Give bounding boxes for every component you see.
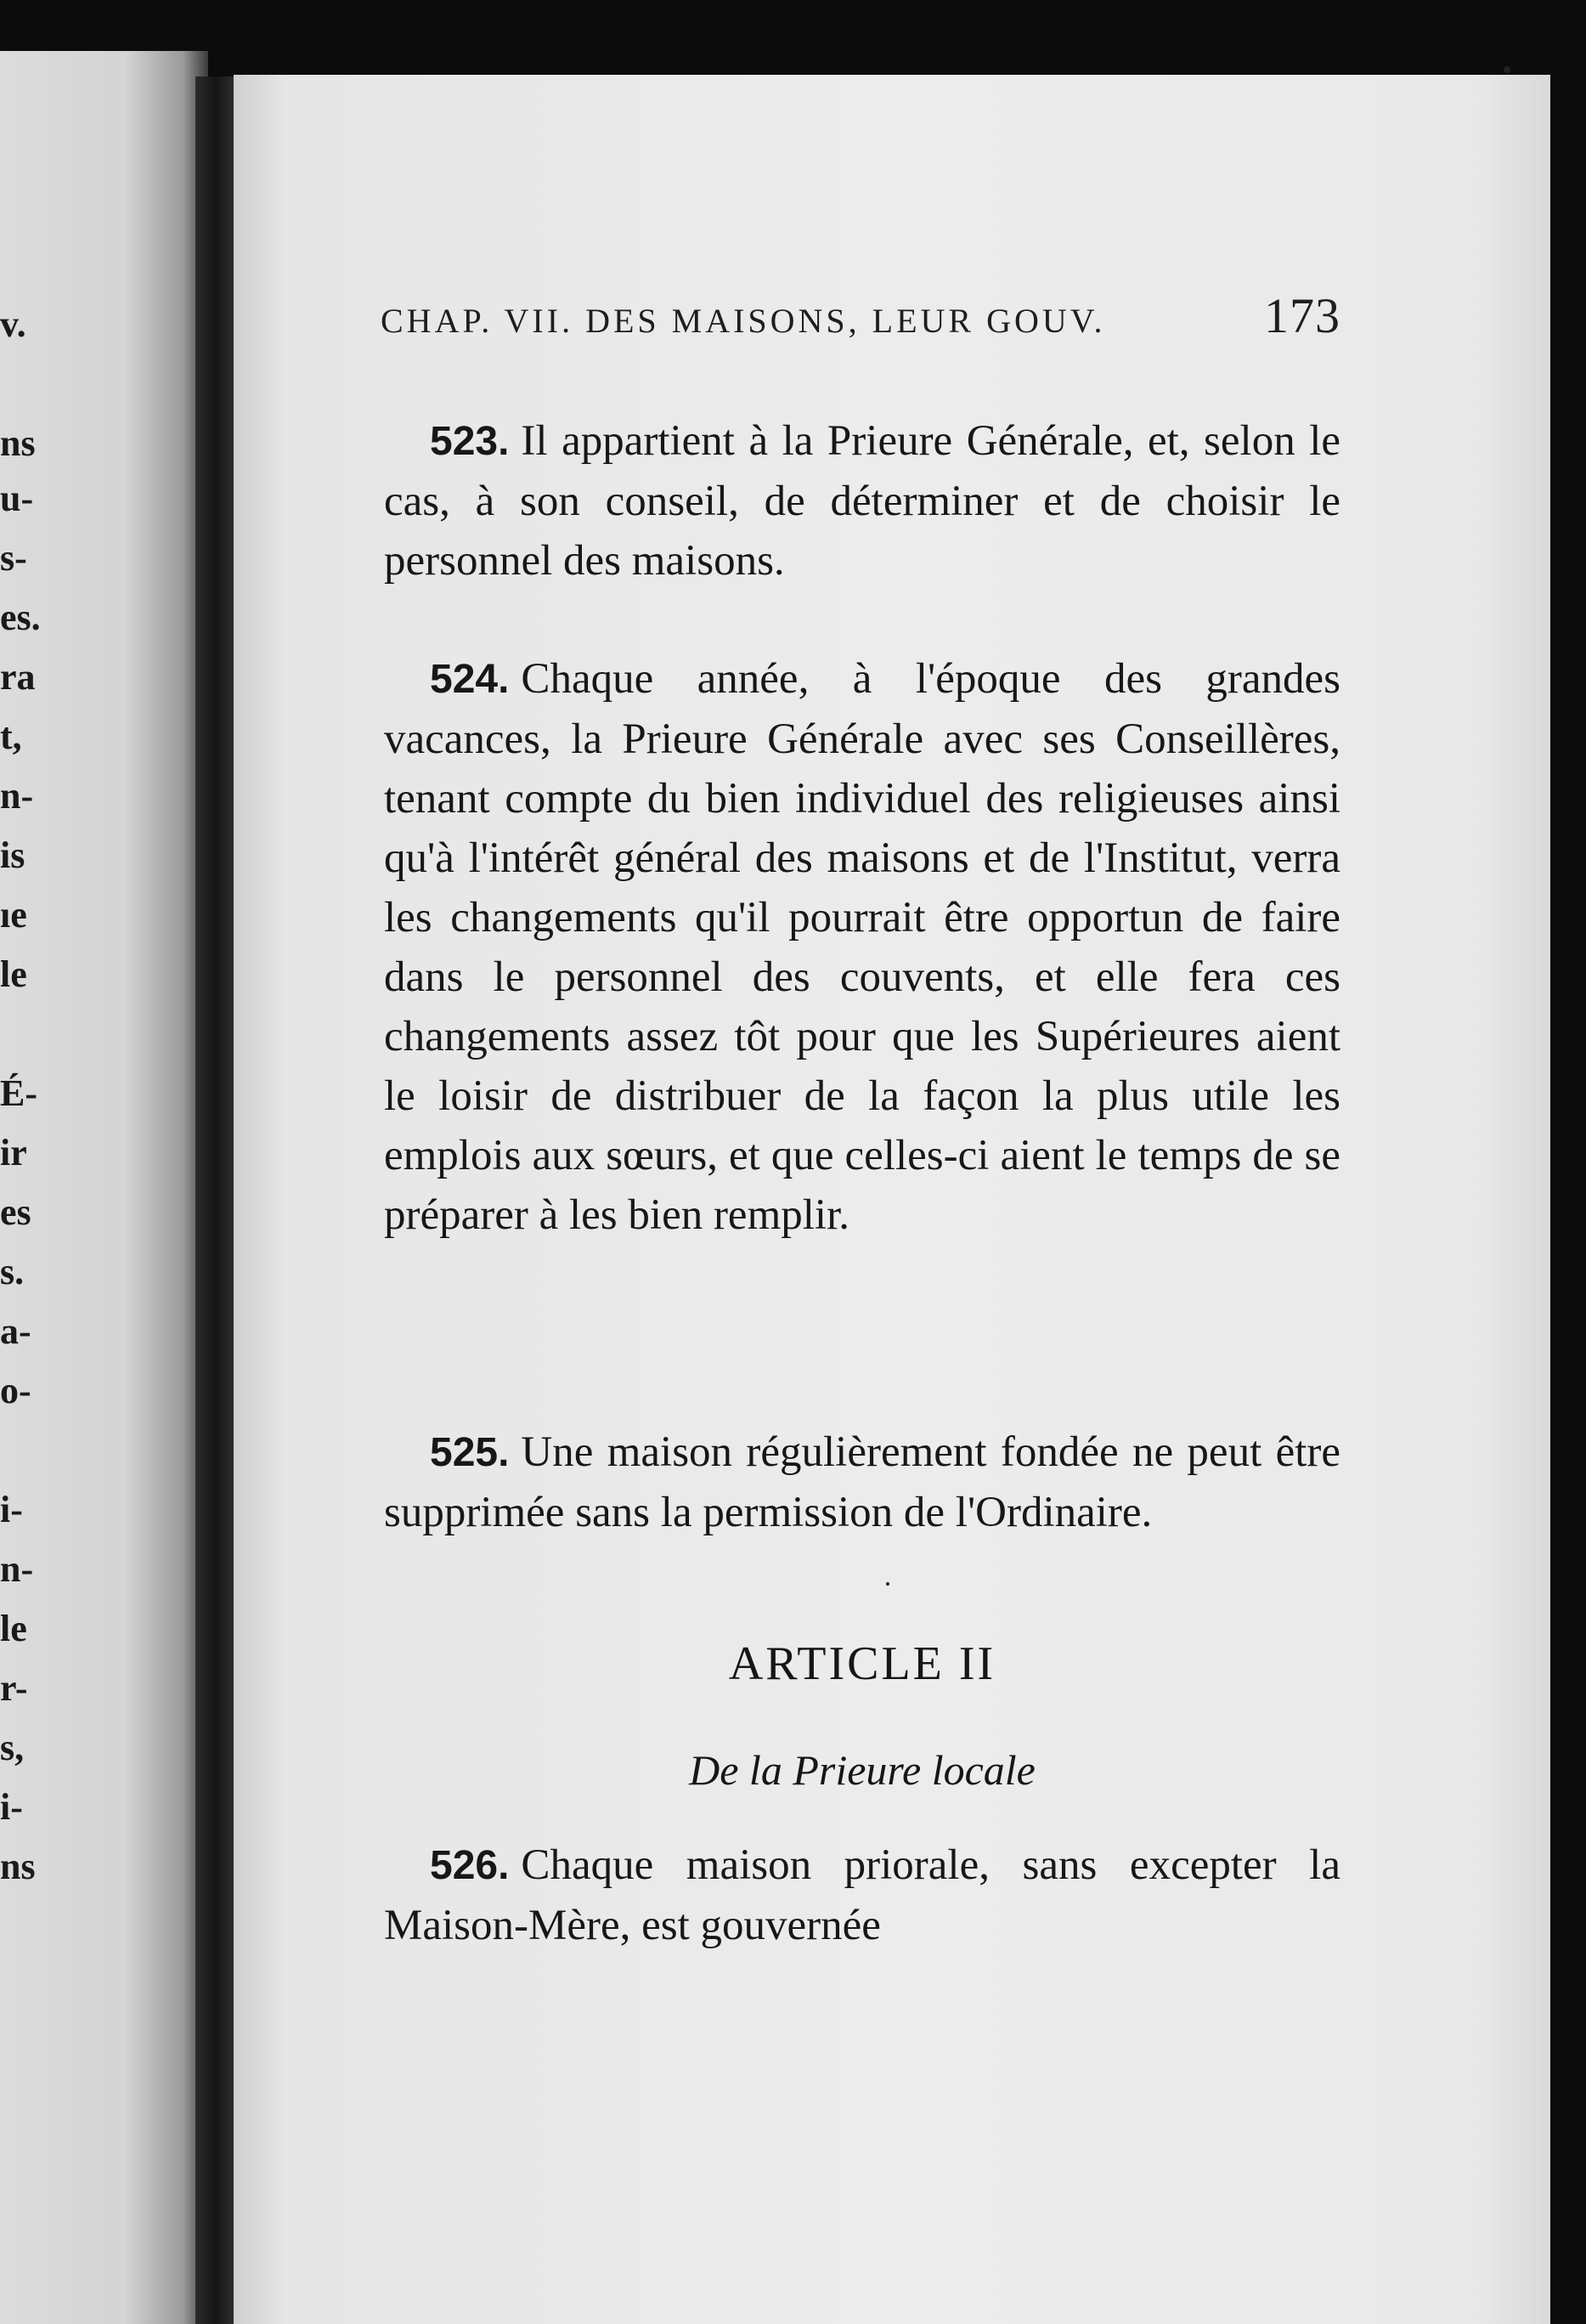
left-page-fragment: i- [0,1786,23,1828]
paragraph-text: Chaque maison priorale, sans excepter la Maison-Mère, est gouvernée [384,1841,1340,1949]
left-page-fragment: i- [0,1489,23,1530]
left-page-fragment: ıe [0,894,27,936]
left-page-fragment: n- [0,1548,34,1590]
left-page-fragment: É- [0,1072,37,1114]
paragraph-number: 525. [430,1430,510,1475]
article-heading: ARTICLE II [728,1637,996,1690]
left-page-fragment: es. [0,597,41,638]
paragraph-number: 526. [430,1843,510,1888]
left-page-fragment: ns [0,1846,36,1887]
scan-speck [886,1582,889,1586]
left-page-fragment: le [0,953,27,995]
left-page-fragment: o- [0,1370,31,1411]
left-page-fragment: n- [0,775,34,817]
left-page-fragment: le [0,1608,27,1649]
running-title: CHAP. VII. DES MAISONS, LEUR GOUV. [381,302,1106,340]
paragraph-number: 524. [430,657,510,702]
paragraph-text: Il appartient à la Prieure Générale, et, selon le cas, à son conseil, de déterminer et de choisir le personnel des maisons. [384,417,1340,585]
running-header [381,288,1340,348]
left-page-fragment: es [0,1191,31,1233]
scan-border [1550,68,1586,2324]
left-page-fragment: r- [0,1667,28,1709]
page-number: 173 [1264,288,1340,343]
paragraph-524 [384,649,1340,1245]
left-facing-page [0,51,208,2324]
left-page-fragment: s. [0,1251,25,1292]
left-page-fragment: s- [0,537,27,579]
paragraph-text: Chaque année, à l'époque des grandes vacances, la Prieure Générale avec ses Conseillères, tenant compte du bien individuel des religieuses ainsi qu'à l'intérêt général des maisons et de l'Institut, verra les changements qu'il pourrait être opportun de faire dans le personnel des couvents, et elle fera ces changements assez tôt pour que les Supérieures aient le loisir de distribuer de la façon la plus utile les emplois aux sœurs, et que celles-ci aient le temps de se préparer à les bien remplir. [384,655,1340,1239]
scan-speck [1504,66,1510,73]
left-page-fragment: t, [0,715,22,757]
left-page-fragment: is [0,834,25,876]
left-page-fragment: v. [0,303,26,345]
left-page-fragment: ns [0,422,36,464]
left-page-fragment: ir [0,1132,27,1173]
paragraph-523 [384,411,1340,591]
article-subheading: De la Prieure locale [689,1746,1036,1794]
paragraph-525 [384,1422,1340,1542]
paragraph-number: 523. [430,419,510,464]
paragraph-526 [384,1835,1340,1955]
paragraph-text: Une maison régulièrement fondée ne peut être supprimée sans la permission de l'Ordinaire. [384,1428,1340,1536]
left-page-fragment: s, [0,1727,25,1768]
left-page-fragment: a- [0,1310,31,1352]
left-page-fragment: u- [0,478,34,519]
left-page-fragment: ra [0,656,36,698]
